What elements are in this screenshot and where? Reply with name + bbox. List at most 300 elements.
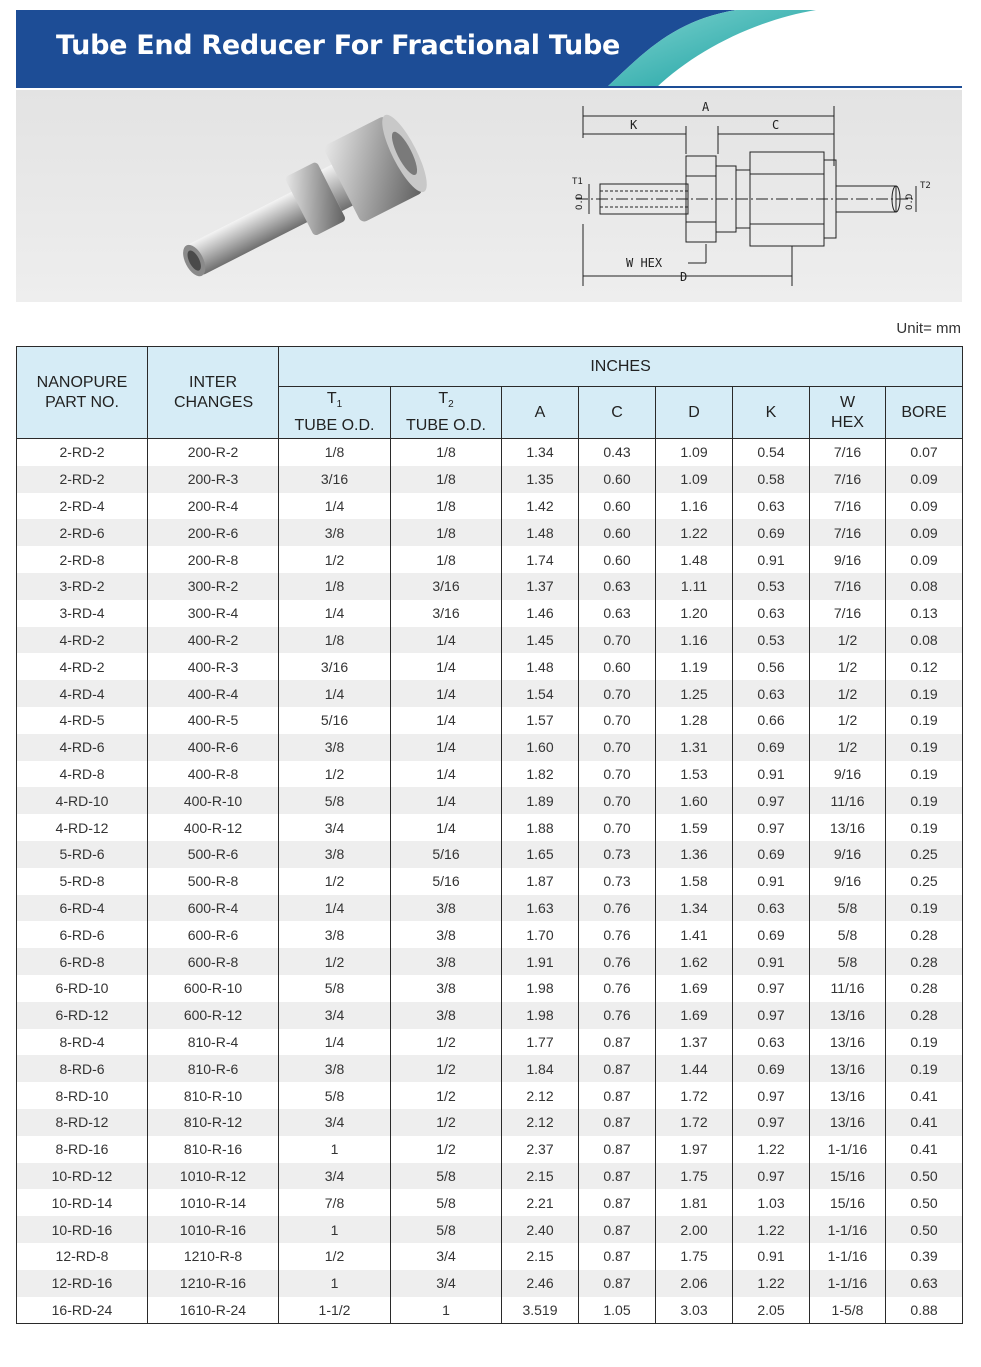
a-cell: 1.42	[502, 493, 579, 520]
table-row	[17, 519, 963, 546]
bore-cell: 0.28	[886, 921, 963, 948]
t1-symbol: T	[326, 390, 337, 408]
t2-cell: 5/8	[391, 1216, 502, 1243]
a-cell: 1.48	[502, 519, 579, 546]
t2-cell: 1/4	[391, 680, 502, 707]
c-cell: 0.87	[579, 1216, 656, 1243]
table-row	[17, 895, 963, 922]
part-no-cell: 5-RD-8	[17, 868, 148, 895]
c-cell: 0.76	[579, 948, 656, 975]
k-cell: 0.91	[733, 1243, 810, 1270]
interchange-cell: 600-R-10	[148, 975, 279, 1002]
k-cell: 0.97	[733, 787, 810, 814]
d-cell: 1.60	[656, 787, 733, 814]
interchange-cell: 600-R-12	[148, 1002, 279, 1029]
a-cell: 1.70	[502, 921, 579, 948]
interchange-cell: 300-R-4	[148, 600, 279, 627]
d-cell: 1.16	[656, 627, 733, 654]
w-hex-cell: 1/2	[810, 627, 886, 654]
t2-cell: 5/8	[391, 1163, 502, 1190]
a-cell: 1.82	[502, 761, 579, 788]
k-cell: 0.53	[733, 573, 810, 600]
part-no-cell: 4-RD-12	[17, 814, 148, 841]
w-hex-cell: 1/2	[810, 707, 886, 734]
a-cell: 2.40	[502, 1216, 579, 1243]
k-cell: 1.22	[733, 1270, 810, 1297]
c-cell: 0.87	[579, 1243, 656, 1270]
w-hex-cell: 7/16	[810, 466, 886, 493]
drawing-label-od-right: O.D	[905, 193, 915, 210]
interchange-cell: 600-R-4	[148, 895, 279, 922]
t2-cell: 1/4	[391, 653, 502, 680]
a-cell: 1.77	[502, 1029, 579, 1056]
c-cell: 0.73	[579, 868, 656, 895]
bore-cell: 0.41	[886, 1109, 963, 1136]
table-row	[17, 466, 963, 493]
t1-cell: 3/8	[279, 841, 391, 868]
t1-cell: 3/8	[279, 519, 391, 546]
k-cell: 0.91	[733, 948, 810, 975]
part-no-cell: 2-RD-4	[17, 493, 148, 520]
w-hex-line1: W	[839, 393, 856, 411]
a-cell: 2.21	[502, 1189, 579, 1216]
t2-cell: 5/16	[391, 868, 502, 895]
c-cell: 0.70	[579, 627, 656, 654]
t2-cell: 1/2	[391, 1109, 502, 1136]
bore-cell: 0.25	[886, 868, 963, 895]
table-row	[17, 1297, 963, 1324]
table-row	[17, 573, 963, 600]
c-cell: 0.87	[579, 1270, 656, 1297]
col-header-w-hex	[810, 387, 886, 439]
bore-cell: 0.19	[886, 707, 963, 734]
bore-cell: 0.13	[886, 600, 963, 627]
k-cell: 0.97	[733, 1163, 810, 1190]
t1-cell: 1/2	[279, 868, 391, 895]
w-hex-cell: 7/16	[810, 600, 886, 627]
t1-cell: 7/8	[279, 1189, 391, 1216]
t1-cell: 1/2	[279, 948, 391, 975]
w-hex-cell: 11/16	[810, 975, 886, 1002]
col-header-t1	[279, 387, 391, 439]
k-cell: 0.63	[733, 895, 810, 922]
d-cell: 1.48	[656, 546, 733, 573]
d-cell: 1.72	[656, 1109, 733, 1136]
c-cell: 0.70	[579, 734, 656, 761]
header-banner	[16, 10, 962, 88]
part-no-cell: 6-RD-10	[17, 975, 148, 1002]
k-cell: 0.97	[733, 1109, 810, 1136]
t1-cell: 1-1/2	[279, 1297, 391, 1324]
w-hex-cell: 1-5/8	[810, 1297, 886, 1324]
d-cell: 1.69	[656, 975, 733, 1002]
bore-cell: 0.19	[886, 787, 963, 814]
t2-cell: 1/8	[391, 519, 502, 546]
w-hex-cell: 13/16	[810, 1029, 886, 1056]
a-cell: 1.60	[502, 734, 579, 761]
t2-cell: 1/4	[391, 814, 502, 841]
col-header-t2	[391, 387, 502, 439]
c-cell: 0.70	[579, 814, 656, 841]
k-cell: 0.63	[733, 1029, 810, 1056]
k-cell: 0.69	[733, 921, 810, 948]
interchange-cell: 1010-R-12	[148, 1163, 279, 1190]
interchange-cell: 600-R-6	[148, 921, 279, 948]
k-cell: 0.53	[733, 627, 810, 654]
interchange-cell: 1210-R-8	[148, 1243, 279, 1270]
bore-cell: 0.28	[886, 948, 963, 975]
table-row	[17, 600, 963, 627]
interchange-cell: 600-R-8	[148, 948, 279, 975]
interchange-cell: 200-R-2	[148, 439, 279, 466]
part-no-cell: 6-RD-4	[17, 895, 148, 922]
t1-cell: 1/8	[279, 439, 391, 466]
t1-label: TUBE O.D.	[294, 416, 375, 434]
bore-cell: 0.09	[886, 519, 963, 546]
d-cell: 1.41	[656, 921, 733, 948]
interchange-cell: 400-R-5	[148, 707, 279, 734]
a-cell: 1.54	[502, 680, 579, 707]
d-cell: 2.06	[656, 1270, 733, 1297]
t1-cell: 3/4	[279, 814, 391, 841]
d-cell: 1.36	[656, 841, 733, 868]
c-cell: 0.60	[579, 653, 656, 680]
t1-cell: 1	[279, 1270, 391, 1297]
t2-cell: 1/2	[391, 1082, 502, 1109]
t1-cell: 3/4	[279, 1163, 391, 1190]
k-cell: 0.69	[733, 519, 810, 546]
t2-cell: 3/4	[391, 1270, 502, 1297]
t2-subscript: 2	[448, 399, 454, 411]
t2-cell: 3/4	[391, 1243, 502, 1270]
w-hex-cell: 7/16	[810, 439, 886, 466]
table-row	[17, 1270, 963, 1297]
fitting-dimension-drawing	[556, 96, 956, 296]
d-cell: 1.59	[656, 814, 733, 841]
part-no-cell: 3-RD-2	[17, 573, 148, 600]
bore-cell: 0.09	[886, 493, 963, 520]
c-cell: 0.76	[579, 975, 656, 1002]
col-header-c: C	[579, 387, 656, 439]
c-cell: 1.05	[579, 1297, 656, 1324]
interchange-cell: 400-R-8	[148, 761, 279, 788]
w-hex-cell: 11/16	[810, 787, 886, 814]
part-no-cell: 6-RD-8	[17, 948, 148, 975]
interchange-cell: 200-R-8	[148, 546, 279, 573]
t1-cell: 3/8	[279, 1055, 391, 1082]
c-cell: 0.87	[579, 1082, 656, 1109]
k-cell: 0.97	[733, 1002, 810, 1029]
t1-cell: 3/8	[279, 921, 391, 948]
interchange-cell: 400-R-12	[148, 814, 279, 841]
w-hex-cell: 5/8	[810, 921, 886, 948]
c-cell: 0.60	[579, 493, 656, 520]
bore-cell: 0.28	[886, 975, 963, 1002]
fitting-photo	[156, 98, 456, 293]
a-cell: 1.87	[502, 868, 579, 895]
table-row	[17, 1055, 963, 1082]
table-row	[17, 868, 963, 895]
t1-cell: 3/16	[279, 653, 391, 680]
k-cell: 1.22	[733, 1216, 810, 1243]
k-cell: 0.91	[733, 868, 810, 895]
table-row	[17, 761, 963, 788]
a-cell: 1.65	[502, 841, 579, 868]
bore-cell: 0.41	[886, 1082, 963, 1109]
w-hex-line2: HEX	[831, 413, 864, 431]
a-cell: 2.15	[502, 1163, 579, 1190]
d-cell: 1.53	[656, 761, 733, 788]
c-cell: 0.60	[579, 546, 656, 573]
table-row	[17, 1002, 963, 1029]
table-row	[17, 680, 963, 707]
t1-cell: 5/8	[279, 787, 391, 814]
col-header-d: D	[656, 387, 733, 439]
part-no-cell: 4-RD-6	[17, 734, 148, 761]
interchange-cell: 400-R-10	[148, 787, 279, 814]
bore-cell: 0.09	[886, 466, 963, 493]
t1-cell: 1/4	[279, 895, 391, 922]
k-cell: 0.69	[733, 1055, 810, 1082]
t1-cell: 1	[279, 1216, 391, 1243]
d-cell: 1.75	[656, 1243, 733, 1270]
c-cell: 0.70	[579, 680, 656, 707]
a-cell: 1.98	[502, 975, 579, 1002]
interchange-cell: 810-R-4	[148, 1029, 279, 1056]
bore-cell: 0.50	[886, 1189, 963, 1216]
table-row	[17, 653, 963, 680]
t2-cell: 1/2	[391, 1029, 502, 1056]
part-no-cell: 8-RD-6	[17, 1055, 148, 1082]
d-cell: 1.62	[656, 948, 733, 975]
a-cell: 1.48	[502, 653, 579, 680]
a-cell: 2.15	[502, 1243, 579, 1270]
d-cell: 1.81	[656, 1189, 733, 1216]
k-cell: 0.97	[733, 814, 810, 841]
a-cell: 1.45	[502, 627, 579, 654]
bore-cell: 0.19	[886, 734, 963, 761]
drawing-label-d: D	[680, 270, 688, 284]
c-cell: 0.87	[579, 1109, 656, 1136]
t2-cell: 5/16	[391, 841, 502, 868]
t1-cell: 1/2	[279, 761, 391, 788]
a-cell: 1.98	[502, 1002, 579, 1029]
page-title: Tube End Reducer For Fractional Tube	[56, 30, 620, 61]
w-hex-cell: 5/8	[810, 948, 886, 975]
table-row	[17, 734, 963, 761]
t2-cell: 1/4	[391, 734, 502, 761]
part-no-cell: 16-RD-24	[17, 1297, 148, 1324]
table-row	[17, 1136, 963, 1163]
part-no-cell: 10-RD-12	[17, 1163, 148, 1190]
table-row	[17, 787, 963, 814]
part-no-cell: 8-RD-12	[17, 1109, 148, 1136]
bore-cell: 0.19	[886, 1055, 963, 1082]
a-cell: 1.89	[502, 787, 579, 814]
t1-subscript: 1	[336, 399, 343, 411]
table-row	[17, 841, 963, 868]
part-no-cell: 4-RD-2	[17, 627, 148, 654]
t2-cell: 3/8	[391, 1002, 502, 1029]
drawing-label-c: C	[772, 118, 780, 132]
t2-cell: 1/8	[391, 466, 502, 493]
d-cell: 1.11	[656, 573, 733, 600]
d-cell: 1.97	[656, 1136, 733, 1163]
w-hex-cell: 7/16	[810, 573, 886, 600]
w-hex-cell: 1/2	[810, 653, 886, 680]
k-cell: 0.58	[733, 466, 810, 493]
t1-cell: 5/16	[279, 707, 391, 734]
a-cell: 1.63	[502, 895, 579, 922]
drawing-label-od-left: O.D	[575, 193, 585, 210]
table-header	[17, 347, 963, 439]
k-cell: 0.69	[733, 841, 810, 868]
part-no-cell: 8-RD-16	[17, 1136, 148, 1163]
bore-cell: 0.88	[886, 1297, 963, 1324]
c-cell: 0.70	[579, 787, 656, 814]
part-no-cell: 12-RD-16	[17, 1270, 148, 1297]
d-cell: 1.37	[656, 1029, 733, 1056]
part-no-cell: 10-RD-14	[17, 1189, 148, 1216]
d-cell: 1.22	[656, 519, 733, 546]
table-row	[17, 1029, 963, 1056]
w-hex-cell: 9/16	[810, 868, 886, 895]
d-cell: 1.28	[656, 707, 733, 734]
d-cell: 1.25	[656, 680, 733, 707]
t2-cell: 1/4	[391, 787, 502, 814]
interchange-cell: 500-R-6	[148, 841, 279, 868]
k-cell: 0.97	[733, 975, 810, 1002]
k-cell: 0.63	[733, 493, 810, 520]
k-cell: 1.03	[733, 1189, 810, 1216]
a-cell: 1.84	[502, 1055, 579, 1082]
a-cell: 1.35	[502, 466, 579, 493]
interchange-cell: 1010-R-14	[148, 1189, 279, 1216]
table-row	[17, 707, 963, 734]
t1-cell: 1	[279, 1136, 391, 1163]
t1-cell: 1/4	[279, 1029, 391, 1056]
k-cell: 0.91	[733, 546, 810, 573]
w-hex-cell: 15/16	[810, 1189, 886, 1216]
table-row	[17, 1109, 963, 1136]
interchange-cell: 1210-R-16	[148, 1270, 279, 1297]
bore-cell: 0.41	[886, 1136, 963, 1163]
w-hex-cell: 1-1/16	[810, 1216, 886, 1243]
product-image-panel	[16, 90, 962, 302]
t2-cell: 3/8	[391, 948, 502, 975]
part-no-cell: 4-RD-5	[17, 707, 148, 734]
w-hex-cell: 13/16	[810, 1109, 886, 1136]
part-no-cell: 2-RD-2	[17, 466, 148, 493]
c-cell: 0.87	[579, 1055, 656, 1082]
w-hex-cell: 7/16	[810, 493, 886, 520]
part-no-cell: 8-RD-10	[17, 1082, 148, 1109]
d-cell: 1.44	[656, 1055, 733, 1082]
c-cell: 0.87	[579, 1163, 656, 1190]
table-row	[17, 1082, 963, 1109]
a-cell: 1.88	[502, 814, 579, 841]
t1-cell: 1/8	[279, 573, 391, 600]
drawing-label-k: K	[630, 118, 638, 132]
part-no-cell: 2-RD-6	[17, 519, 148, 546]
d-cell: 1.20	[656, 600, 733, 627]
table-row	[17, 1163, 963, 1190]
t1-cell: 1/4	[279, 680, 391, 707]
d-cell: 2.00	[656, 1216, 733, 1243]
a-cell: 1.34	[502, 439, 579, 466]
t2-cell: 1/2	[391, 1055, 502, 1082]
k-cell: 0.54	[733, 439, 810, 466]
w-hex-cell: 13/16	[810, 1082, 886, 1109]
t2-cell: 1/4	[391, 761, 502, 788]
k-cell: 0.56	[733, 653, 810, 680]
col-header-bore: BORE	[886, 387, 963, 439]
d-cell: 1.72	[656, 1082, 733, 1109]
interchange-cell: 1610-R-24	[148, 1297, 279, 1324]
part-no-cell: 5-RD-6	[17, 841, 148, 868]
part-no-cell: 12-RD-8	[17, 1243, 148, 1270]
table-row	[17, 921, 963, 948]
bore-cell: 0.19	[886, 1029, 963, 1056]
d-cell: 1.09	[656, 466, 733, 493]
a-cell: 2.37	[502, 1136, 579, 1163]
k-cell: 0.63	[733, 680, 810, 707]
t2-cell: 1/8	[391, 439, 502, 466]
t2-cell: 1/2	[391, 1136, 502, 1163]
table-row	[17, 1189, 963, 1216]
d-cell: 1.69	[656, 1002, 733, 1029]
c-cell: 0.60	[579, 519, 656, 546]
w-hex-cell: 13/16	[810, 1055, 886, 1082]
col-header-part-no: NANOPURE PART NO.	[17, 347, 148, 439]
a-cell: 2.12	[502, 1082, 579, 1109]
t2-cell: 1/4	[391, 707, 502, 734]
bore-cell: 0.19	[886, 814, 963, 841]
part-no-cell: 6-RD-12	[17, 1002, 148, 1029]
c-cell: 0.63	[579, 600, 656, 627]
bore-cell: 0.19	[886, 895, 963, 922]
w-hex-cell: 1-1/16	[810, 1136, 886, 1163]
t2-cell: 3/16	[391, 600, 502, 627]
t1-cell: 3/4	[279, 1002, 391, 1029]
w-hex-cell: 1-1/16	[810, 1243, 886, 1270]
a-cell: 2.12	[502, 1109, 579, 1136]
table-row	[17, 975, 963, 1002]
k-cell: 0.97	[733, 1082, 810, 1109]
a-cell: 1.46	[502, 600, 579, 627]
part-no-cell: 4-RD-4	[17, 680, 148, 707]
d-cell: 1.34	[656, 895, 733, 922]
t2-cell: 1/8	[391, 493, 502, 520]
table-row	[17, 439, 963, 466]
d-cell: 1.16	[656, 493, 733, 520]
part-no-cell: 2-RD-8	[17, 546, 148, 573]
drawing-label-t2: T2	[920, 181, 931, 191]
table-body	[17, 439, 963, 1324]
col-header-interchanges: INTER CHANGES	[148, 347, 279, 439]
interchange-cell: 400-R-6	[148, 734, 279, 761]
interchange-cell: 810-R-10	[148, 1082, 279, 1109]
c-cell: 0.70	[579, 761, 656, 788]
w-hex-cell: 5/8	[810, 895, 886, 922]
w-hex-cell: 1-1/16	[810, 1270, 886, 1297]
col-header-k: K	[733, 387, 810, 439]
t1-cell: 5/8	[279, 975, 391, 1002]
bore-cell: 0.39	[886, 1243, 963, 1270]
k-cell: 0.66	[733, 707, 810, 734]
a-cell: 1.37	[502, 573, 579, 600]
dimension-table	[16, 346, 963, 1324]
